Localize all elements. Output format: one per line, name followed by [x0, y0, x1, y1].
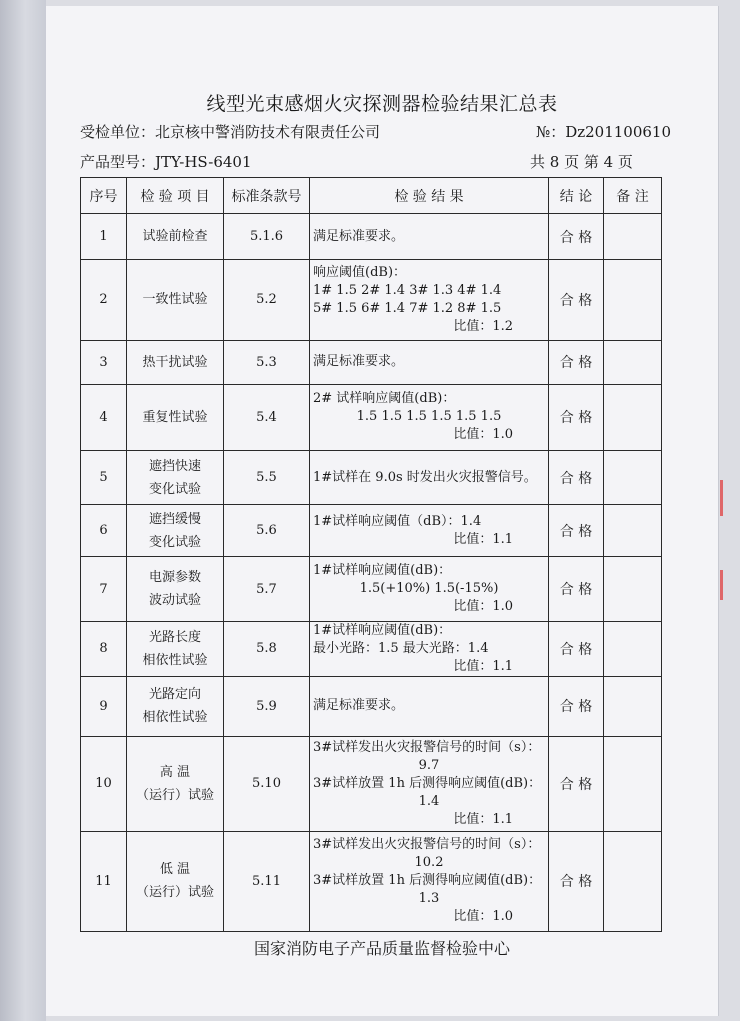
- row-index: 8: [81, 621, 127, 676]
- conclusion: 合 格: [549, 621, 604, 676]
- test-result-line: 5# 1.5 6# 1.4 7# 1.2 8# 1.5: [313, 300, 502, 316]
- test-result-line: 1#试样在 9.0s 时发出火灾报警信号。: [313, 469, 537, 485]
- table-row: [81, 260, 662, 340]
- table-row: [81, 505, 662, 557]
- test-result: [310, 340, 549, 384]
- test-item: [127, 621, 224, 676]
- test-result: [310, 676, 549, 736]
- test-result-line: 3#试样放置 1h 后测得响应阈值(dB)：: [313, 775, 542, 791]
- table-row: [81, 737, 662, 831]
- issuing-authority: 国家消防电子产品质量监督检验中心: [253, 939, 510, 958]
- remark: [604, 831, 662, 932]
- test-item-line: 试验前检查: [142, 229, 208, 245]
- remark: [604, 557, 662, 621]
- table-row: [81, 214, 662, 260]
- test-item: [127, 260, 224, 340]
- test-result-line: 1#试样响应阈值(dB)：: [313, 622, 452, 638]
- test-result-line: 1.5 1.5 1.5 1.5 1.5 1.5: [356, 409, 502, 425]
- test-result-line: 满足标准要求。: [313, 698, 405, 714]
- document-title: 线型光束感烟火灾探测器检验结果汇总表: [206, 93, 558, 115]
- row-index: 10: [81, 737, 127, 831]
- remark: [604, 450, 662, 504]
- table-row: [81, 831, 662, 932]
- red-stamp-edge: [720, 480, 723, 516]
- test-item-line: 重复性试验: [142, 409, 208, 425]
- test-item: [127, 676, 224, 736]
- test-result-line: 3#试样发出火灾报警信号的时间（s）：: [313, 739, 541, 755]
- test-result: [310, 214, 549, 260]
- test-result-line: 1.4: [418, 793, 440, 809]
- test-result-line: 最小光路：1.5 最大光路：1.4: [313, 640, 489, 656]
- conclusion: 合 格: [549, 737, 604, 831]
- header-remark: 备 注: [604, 178, 662, 214]
- test-result: [310, 505, 549, 557]
- remark: [604, 384, 662, 450]
- header-clause: 标准条款号: [224, 178, 310, 214]
- remark: [604, 214, 662, 260]
- binder-spine: [0, 0, 46, 1021]
- product-model: 产品型号：JTY-HS-6401: [80, 153, 252, 171]
- conclusion: 合 格: [549, 676, 604, 736]
- test-result-line: 比值：1.1: [453, 658, 513, 674]
- standard-clause: 5.9: [224, 676, 310, 736]
- test-result: [310, 450, 549, 504]
- remark: [604, 737, 662, 831]
- row-index: 2: [81, 260, 127, 340]
- standard-clause: 5.3: [224, 340, 310, 384]
- test-result-line: 满足标准要求。: [313, 354, 405, 370]
- test-result-line: 比值：1.0: [453, 599, 513, 614]
- test-result: [310, 384, 549, 450]
- test-item: [127, 340, 224, 384]
- header-idx: 序号: [81, 178, 127, 214]
- test-result: [310, 831, 549, 932]
- table-row: [81, 450, 662, 504]
- standard-clause: 5.2: [224, 260, 310, 340]
- row-index: 9: [81, 676, 127, 736]
- test-item-line: （运行）试验: [135, 787, 214, 803]
- remark: [604, 505, 662, 557]
- test-item-line: 低 温: [159, 862, 191, 878]
- table-row: [81, 384, 662, 450]
- test-result-line: 1# 1.5 2# 1.4 3# 1.3 4# 1.4: [313, 282, 502, 298]
- row-index: 7: [81, 557, 127, 621]
- standard-clause: 5.8: [224, 621, 310, 676]
- test-result: [310, 737, 549, 831]
- test-item: [127, 557, 224, 621]
- test-result-line: 1#试样响应阈值（dB）：1.4: [313, 513, 482, 529]
- row-index: 11: [81, 831, 127, 932]
- remark: [604, 340, 662, 384]
- conclusion: 合 格: [549, 384, 604, 450]
- test-result: [310, 260, 549, 340]
- test-result-line: 9.7: [418, 757, 440, 773]
- test-item-line: 一致性试验: [142, 292, 208, 308]
- standard-clause: 5.4: [224, 384, 310, 450]
- standard-clause: 5.11: [224, 831, 310, 932]
- test-item-line: 波动试验: [148, 593, 201, 608]
- test-result-line: 3#试样发出火灾报警信号的时间（s）：: [313, 837, 541, 853]
- test-result-line: 比值：1.2: [453, 318, 513, 334]
- test-item: [127, 505, 224, 557]
- results-table: [80, 177, 662, 932]
- conclusion: 合 格: [549, 340, 604, 384]
- test-item-line: 光路长度: [148, 629, 201, 645]
- test-item: [127, 831, 224, 932]
- test-item: [127, 214, 224, 260]
- remark: [604, 260, 662, 340]
- table-row: [81, 676, 662, 736]
- conclusion: 合 格: [549, 557, 604, 621]
- test-result-line: 2# 试样响应阈值(dB)：: [313, 391, 456, 407]
- row-index: 5: [81, 450, 127, 504]
- test-result-line: 比值：1.0: [453, 909, 513, 925]
- header-conclusion: 结 论: [549, 178, 604, 214]
- test-result-line: 满足标准要求。: [313, 228, 405, 244]
- test-result: [310, 557, 549, 621]
- test-item-line: 遮挡快速: [148, 458, 201, 474]
- test-result-line: 3#试样放置 1h 后测得响应阈值(dB)：: [313, 873, 542, 889]
- conclusion: 合 格: [549, 260, 604, 340]
- report-number: №：Dz201100610: [536, 123, 672, 141]
- test-result-line: 1.5(+10%) 1.5(-15%): [359, 581, 499, 596]
- table-row: [81, 557, 662, 621]
- header-item: 检 验 项 目: [127, 178, 224, 214]
- header-result: 检 验 结 果: [310, 178, 549, 214]
- test-result-line: 1.3: [418, 891, 440, 907]
- test-result-line: 比值：1.1: [453, 531, 513, 547]
- test-item-line: 变化试验: [148, 534, 201, 550]
- standard-clause: 5.5: [224, 450, 310, 504]
- standard-clause: 5.1.6: [224, 214, 310, 260]
- client-unit: 受检单位：北京核中警消防技术有限责任公司: [80, 123, 381, 141]
- test-item-line: （运行）试验: [135, 885, 214, 901]
- row-index: 1: [81, 214, 127, 260]
- standard-clause: 5.7: [224, 557, 310, 621]
- test-result-line: 比值：1.1: [453, 811, 513, 827]
- test-result-line: 响应阈值(dB)：: [313, 264, 407, 280]
- test-item-line: 变化试验: [148, 481, 201, 497]
- test-item-line: 遮挡缓慢: [148, 511, 201, 527]
- red-stamp-edge: [720, 570, 723, 600]
- row-index: 3: [81, 340, 127, 384]
- standard-clause: 5.6: [224, 505, 310, 557]
- test-item: [127, 384, 224, 450]
- conclusion: 合 格: [549, 214, 604, 260]
- test-item-line: 高 温: [159, 764, 191, 780]
- test-item-line: 光路定向: [148, 687, 201, 703]
- test-result-line: 比值：1.0: [453, 427, 513, 443]
- table-row: [81, 621, 662, 676]
- page-count: 共 8 页 第 4 页: [530, 153, 633, 171]
- row-index: 6: [81, 505, 127, 557]
- test-result-line: 1#试样响应阈值(dB)：: [313, 563, 452, 578]
- standard-clause: 5.10: [224, 737, 310, 831]
- test-item-line: 热干扰试验: [142, 354, 208, 370]
- conclusion: 合 格: [549, 450, 604, 504]
- test-item: [127, 450, 224, 504]
- table-row: [81, 340, 662, 384]
- conclusion: 合 格: [549, 831, 604, 932]
- test-item: [127, 737, 224, 831]
- row-index: 4: [81, 384, 127, 450]
- conclusion: 合 格: [549, 505, 604, 557]
- test-item-line: 电源参数: [148, 570, 201, 585]
- remark: [604, 621, 662, 676]
- test-item-line: 相依性试验: [142, 652, 208, 668]
- test-result: [310, 621, 549, 676]
- test-result-line: 10.2: [414, 855, 444, 871]
- remark: [604, 676, 662, 736]
- test-item-line: 相依性试验: [142, 710, 208, 726]
